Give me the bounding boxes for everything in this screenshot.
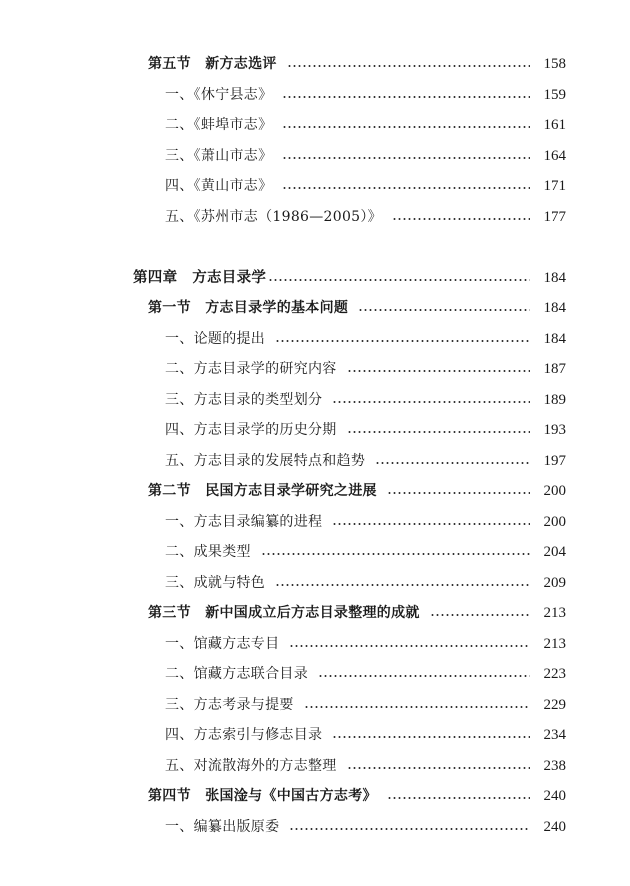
dot-leader <box>287 64 530 68</box>
dot-leader <box>375 461 530 465</box>
entry-title: 五、方志目录的发展特点和趋势 <box>165 453 366 469</box>
entry-title: 第四章 方志目录学 <box>133 269 267 286</box>
dot-leader <box>275 583 530 587</box>
toc-item-entry <box>165 722 566 744</box>
entry-page-number: 189 <box>543 392 566 408</box>
dot-leader <box>332 400 530 404</box>
entry-title: 一、方志目录编纂的进程 <box>165 514 323 530</box>
entry-page-number: 177 <box>543 209 566 225</box>
toc-item-entry <box>165 539 566 561</box>
entry-title: 四、方志索引与修志目录 <box>165 727 323 743</box>
toc-section-entry <box>148 600 566 622</box>
toc-item-entry <box>165 204 566 226</box>
dot-leader <box>318 674 530 678</box>
dot-leader <box>304 705 530 709</box>
entry-title: 一、编纂出版原委 <box>165 819 280 835</box>
entry-title: 三、《萧山市志》 <box>165 148 273 164</box>
toc-item-entry <box>165 753 566 775</box>
toc-section-entry <box>148 478 566 500</box>
entry-page-number: 200 <box>543 483 566 499</box>
dot-leader <box>275 339 530 343</box>
toc-section-entry <box>148 51 566 73</box>
dot-leader <box>289 827 530 831</box>
toc-item-entry <box>165 814 566 836</box>
dot-leader <box>289 644 530 648</box>
entry-title: 四、方志目录学的历史分期 <box>165 422 337 438</box>
entry-page-number: 223 <box>543 666 566 682</box>
entry-page-number: 187 <box>543 361 566 377</box>
dot-leader <box>347 430 530 434</box>
toc-item-entry <box>165 387 566 409</box>
entry-title: 一、《休宁县志》 <box>165 87 273 103</box>
entry-page-number: 197 <box>543 453 566 469</box>
toc-item-entry <box>165 356 566 378</box>
entry-page-number: 238 <box>543 758 566 774</box>
dot-leader <box>347 766 530 770</box>
toc-section-entry <box>148 783 566 805</box>
dot-leader <box>387 491 530 495</box>
toc-item-entry <box>165 173 566 195</box>
entry-title: 二、馆藏方志联合目录 <box>165 666 308 682</box>
entry-title: 第一节 方志目录学的基本问题 <box>148 300 349 316</box>
entry-title: 二、成果类型 <box>165 544 251 560</box>
toc-chapter-entry <box>133 265 566 287</box>
toc-item-entry <box>165 143 566 165</box>
entry-title: 第五节 新方志选评 <box>148 56 277 72</box>
toc-item-entry <box>165 509 566 531</box>
dot-leader <box>282 95 530 99</box>
entry-title: 第四节 张国淦与《中国古方志考》 <box>148 788 377 804</box>
entry-page-number: 193 <box>543 422 566 438</box>
entry-page-number: 209 <box>543 575 566 591</box>
entry-title: 三、方志考录与提要 <box>165 697 294 713</box>
dot-leader <box>261 552 530 556</box>
entry-title: 第三节 新中国成立后方志目录整理的成就 <box>148 605 420 621</box>
toc-item-entry <box>165 631 566 653</box>
entry-page-number: 158 <box>543 56 566 72</box>
entry-page-number: 234 <box>543 727 566 743</box>
entry-title: 第二节 民国方志目录学研究之进展 <box>148 483 377 499</box>
toc-item-entry <box>165 661 566 683</box>
dot-leader <box>332 522 530 526</box>
entry-title: 四、《黄山市志》 <box>165 178 273 194</box>
toc-item-entry <box>165 82 566 104</box>
entry-title: 二、《蚌埠市志》 <box>165 117 273 133</box>
dot-leader <box>282 156 530 160</box>
dot-leader <box>358 308 530 312</box>
entry-title: 二、方志目录学的研究内容 <box>165 361 337 377</box>
entry-title: 一、馆藏方志专目 <box>165 636 280 652</box>
entry-page-number: 213 <box>543 605 566 621</box>
entry-page-number: 204 <box>543 544 566 560</box>
dot-leader <box>282 186 530 190</box>
entry-page-number: 184 <box>543 331 566 347</box>
entry-title: 一、论题的提出 <box>165 331 266 347</box>
toc-item-entry <box>165 326 566 348</box>
entry-page-number: 240 <box>543 788 566 804</box>
dot-leader <box>347 369 530 373</box>
toc-item-entry <box>165 692 566 714</box>
entry-page-number: 161 <box>543 117 566 133</box>
entry-page-number: 229 <box>543 697 566 713</box>
toc-item-entry <box>165 448 566 470</box>
entry-page-number: 159 <box>543 87 566 103</box>
entry-title: 五、《苏州市志（1986—2005）》 <box>165 209 382 225</box>
entry-page-number: 213 <box>543 636 566 652</box>
dot-leader <box>268 278 530 282</box>
entry-title: 五、对流散海外的方志整理 <box>165 758 337 774</box>
dot-leader <box>392 217 530 221</box>
entry-page-number: 184 <box>543 300 566 316</box>
dot-leader <box>332 735 530 739</box>
toc-item-entry <box>165 417 566 439</box>
toc-item-entry <box>165 112 566 134</box>
entry-title: 三、成就与特色 <box>165 575 266 591</box>
toc-section-entry <box>148 295 566 317</box>
entry-page-number: 164 <box>543 148 566 164</box>
dot-leader <box>282 125 530 129</box>
toc-item-entry <box>165 570 566 592</box>
entry-page-number: 184 <box>543 270 566 286</box>
entry-page-number: 200 <box>543 514 566 530</box>
entry-title: 三、方志目录的类型划分 <box>165 392 323 408</box>
entry-page-number: 240 <box>543 819 566 835</box>
dot-leader <box>387 796 530 800</box>
dot-leader <box>430 613 530 617</box>
entry-page-number: 171 <box>543 178 566 194</box>
